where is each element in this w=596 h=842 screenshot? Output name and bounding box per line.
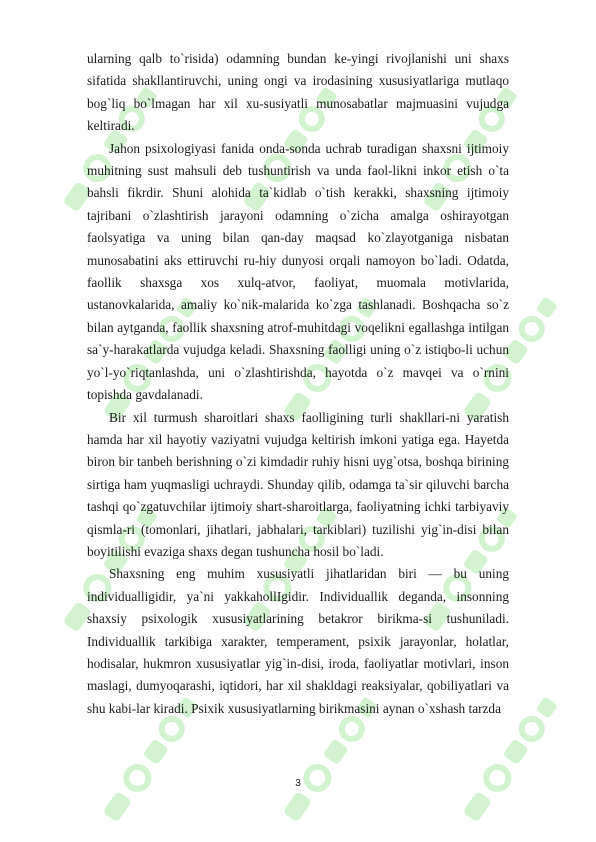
document-body — [87, 48, 509, 720]
paragraph-2: Jahon psixologiyasi fanida onda-sonda uchrab turadigan shaxsni ijtimoiy muhitning sust mahsuli deb tushuntirish va unda faol-likni inkor etish o`ta bahsli fikrdir. Shuni alohida ta`kidlab o`tish kerakki, shaxsning ijtimoiy tajribani o`zlashtirish jarayoni odamning o`zicha amalga oshirayotgan faolsyatiga va uning bilan qan-day maqsad ko`zlayotganiga nisbatan munosabatini aks ettiruvchi ru-hiy dunyosi orqali namoyon bo`ladi. Odatda, faollik shaxsga xos xulq-atvor, faoliyat, muomala motivlarida, ustanovkalarida, amaliy ko`nik-malarida ko`zga tashlanadi. Boshqacha so`z bilan aytganda, faollik shaxsning atrof-muhitdagi voqelikni egallashga intilgan sa`y-harakatlarda vujudga keladi. Shaxsning faolligi uning o`z istiqbo-li uchun yo`l-yo`riqtanlashda, uni o`zlashtirishda, hayotda o`z mavqei va o`rnini topishda gavdalanadi. — [87, 140, 509, 403]
paragraph-4: Shaxsning eng muhim xususiyatli jihatlaridan biri — bu uning individualligidir, ya`ni yakkahollIgidir. Individuallik deganda, insonning shaxsiy psixologik xususiyatlarining betakror birikma-si tushuniladi. Individuallik tarkibiga xarakter, temperament, psixik jarayonlar, holatlar, hodisalar, hukmron xususiyatlar yig`in-disi, iroda, faoliyatlar motivlari, inson maslagi, dumyoqarashi, iqtidori, har xil shakldagi reaksiyalar, qobiliyatlari va shu kabi-lar kiradi. Psixik xususiyatlarning birikmasini aynan o`xshash tarzda — [87, 566, 509, 716]
paragraph-1: ularning qalb to`risida) odamning bundan ke-yingi rivojlanishi uni shaxs sifatida shakllantiruvchi, uning ongi va irodasining xususiyatlariga mutlaqo bog`liq bo`lmagan har xil xu-susiyatli munosabatlar majmuasini vujudga keltiradi. — [87, 51, 509, 134]
page-number: 3 — [295, 778, 301, 789]
paragraph-3: Bir xil turmush sharoitlari shaxs faolligining turli shakllari-ni yaratish hamda har xil hayotiy vaziyatni vujudga keltirish imkoni yatiga ega. Hayetda biron bir tanbeh berishning o`zi kimdadir ruhiy hisni uyg`otsa, boshqa birining sirtiga ham yuqmasligi uchraydi. Shunday qilib, odamga ta`sir qiluvchi barcha tashqi qo`zgatuvchilar ijtimoiy shart-sharoitlarga, faoliyatning ichki tarbiyaviy qismla-ri (tomonlari, jihatlari, jabhalari, tarkiblari) tuzilishi yig`in-disi bilan boyitilishi evaziga shaxs degan tushuncha hosil bo`ladi. — [87, 409, 509, 559]
